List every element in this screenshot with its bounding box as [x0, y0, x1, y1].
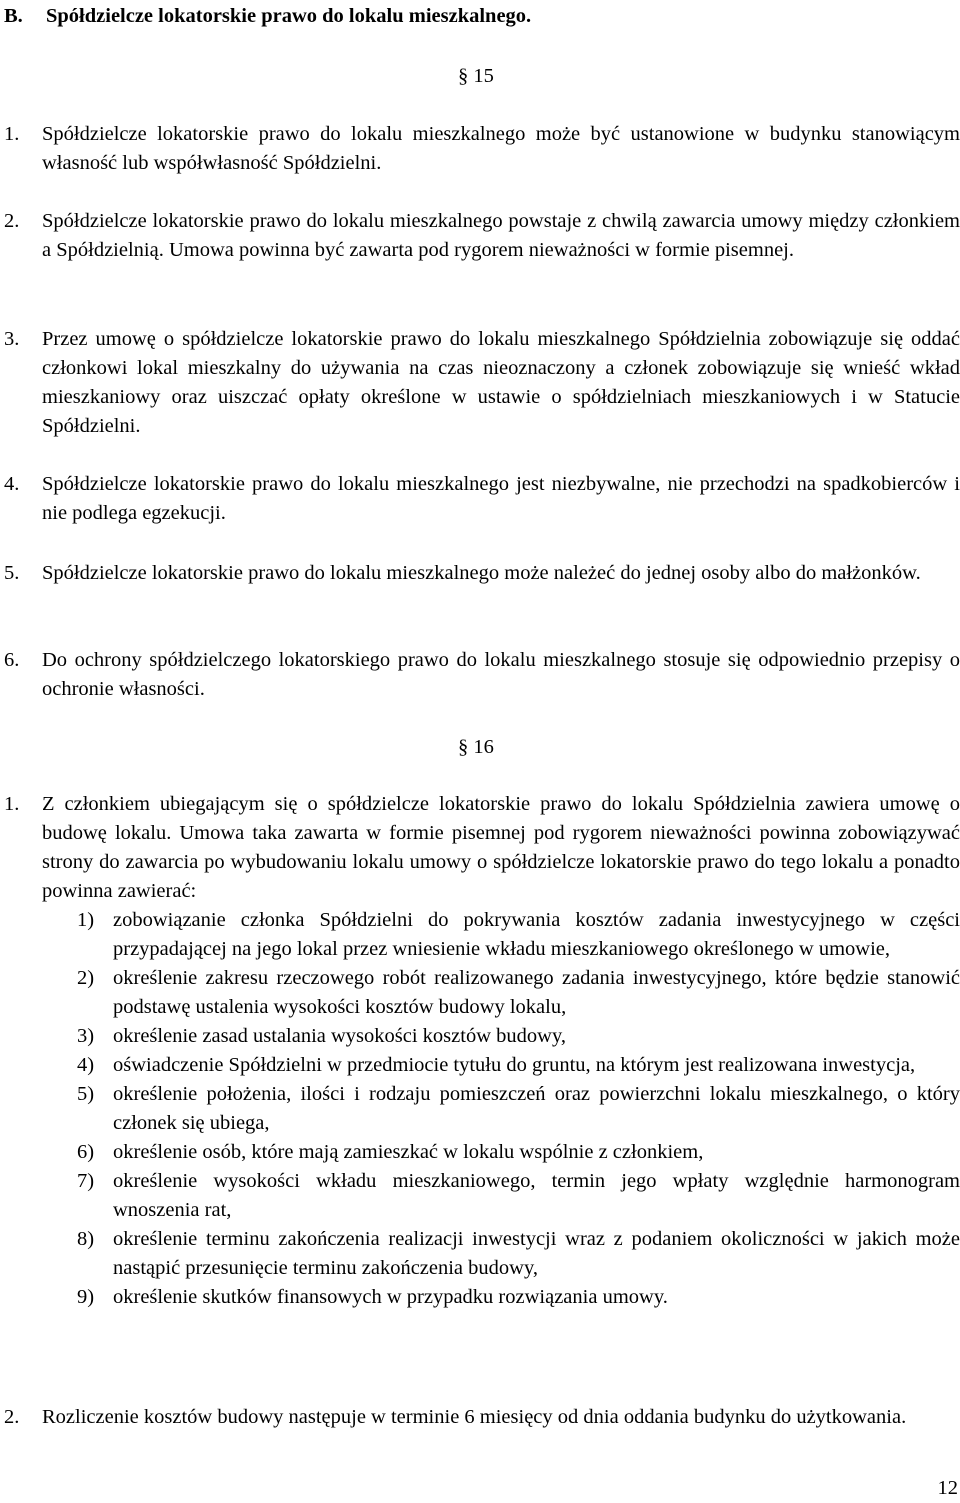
list-item-text: określenie zakresu rzeczowego robót realizowanego zadania inwestycyjnego, które będzie stanowić podstawę ustalenia wysokości kosztów budowy lokalu,: [113, 967, 960, 1018]
list-item: [77, 1225, 960, 1283]
section-mark-16: § 16: [458, 736, 494, 758]
list-item: [77, 1167, 960, 1225]
paragraph-text: Rozliczenie kosztów budowy następuje w terminie 6 miesięcy od dnia oddania budynku do użytkowania.: [42, 1406, 907, 1428]
paragraph-text: Spółdzielcze lokatorskie prawo do lokalu mieszkalnego może być ustanowione w budynku stanowiącym własność lub współwłasność Spółdzielni.: [42, 123, 960, 174]
paragraph-text: Spółdzielcze lokatorskie prawo do lokalu mieszkalnego powstaje z chwilą zawarcia umowy między członkiem a Spółdzielnią. Umowa powinna być zawarta pod rygorem nieważności w formie pisemnej.: [42, 210, 960, 261]
list-item-text: określenie wysokości wkładu mieszkaniowego, termin jego wpłaty względnie harmonogram wnoszenia rat,: [113, 1170, 960, 1221]
list-item-text: określenie osób, które mają zamieszkać w lokalu wspólnie z członkiem,: [113, 1141, 704, 1163]
section15-paragraph-2: [4, 207, 960, 265]
chapter-heading: [4, 2, 531, 31]
section15-paragraph-3: [4, 325, 960, 441]
list-item-text: określenie zasad ustalania wysokości kosztów budowy,: [113, 1025, 566, 1047]
list-item-text: zobowiązanie członka Spółdzielni do pokrywania kosztów zadania inwestycyjnego w części przypadającej na jego lokal przez wniesienie wkładu mieszkaniowego określonego w umowie,: [113, 909, 960, 960]
list-item: [77, 964, 960, 1022]
list-item-text: określenie terminu zakończenia realizacji inwestycji wraz z podaniem okoliczności w jakich może nastąpić przesunięcie terminu zakończenia budowy,: [113, 1228, 960, 1279]
list-item-number: 9): [77, 1286, 95, 1308]
section16-paragraph-1: [4, 790, 960, 906]
paragraph-text: Spółdzielcze lokatorskie prawo do lokalu mieszkalnego jest niezbywalne, nie przechodzi na spadkobierców i nie podlega egzekucji.: [42, 473, 960, 524]
list-item-number: 3): [77, 1025, 95, 1047]
section-mark-15: § 15: [458, 65, 494, 87]
list-item-number: 1): [77, 909, 95, 931]
paragraph-number: 5.: [4, 562, 20, 584]
paragraph-number: 3.: [4, 328, 20, 350]
list-item-number: 6): [77, 1141, 95, 1163]
list-item-number: 8): [77, 1228, 95, 1250]
list-item-number: 7): [77, 1170, 95, 1192]
section15-paragraph-4: [4, 470, 960, 528]
paragraph-number: 1.: [4, 123, 20, 145]
paragraph-text: Spółdzielcze lokatorskie prawo do lokalu mieszkalnego może należeć do jednej osoby albo do małżonków.: [42, 562, 921, 584]
list-item: [77, 1080, 960, 1138]
contract-requirements-list: [77, 906, 960, 1312]
section15-paragraph-6: [4, 646, 960, 704]
paragraph-text: Do ochrony spółdzielczego lokatorskiego prawo do lokalu mieszkalnego stosuje się odpowiednio przepisy o ochronie własności.: [42, 649, 960, 700]
list-item-text: określenie położenia, ilości i rodzaju pomieszczeń oraz powierzchni lokalu mieszkalnego, o który członek się ubiega,: [113, 1083, 960, 1134]
list-item-number: 5): [77, 1083, 95, 1105]
paragraph-text: Z członkiem ubiegającym się o spółdzielcze lokatorskie prawo do lokalu Spółdzielnia zawiera umowę o budowę lokalu. Umowa taka zawarta w formie pisemnej pod rygorem nieważności powinna zobowiązywać strony do zawarcia po wybudowaniu lokalu umowy o spółdzielcze lokatorskie prawo do tego lokalu a ponadto powinna zawierać:: [42, 793, 960, 902]
list-item-text: określenie skutków finansowych w przypadku rozwiązania umowy.: [113, 1286, 668, 1308]
chapter-letter: B.: [4, 5, 23, 27]
section15-paragraph-5: [4, 559, 960, 588]
list-item-text: oświadczenie Spółdzielni w przedmiocie tytułu do gruntu, na którym jest realizowana inwestycja,: [113, 1054, 916, 1076]
list-item: [77, 1051, 960, 1080]
section16-paragraph-2: [4, 1403, 960, 1432]
list-item-number: 4): [77, 1054, 95, 1076]
page-number: 12: [937, 1477, 958, 1499]
section15-paragraph-1: [4, 120, 960, 178]
paragraph-number: 6.: [4, 649, 20, 671]
paragraph-number: 1.: [4, 793, 20, 815]
list-item-number: 2): [77, 967, 95, 989]
list-item: [77, 906, 960, 964]
paragraph-text: Przez umowę o spółdzielcze lokatorskie prawo do lokalu mieszkalnego Spółdzielnia zobowiązuje się oddać członkowi lokal mieszkalny do używania na czas nieoznaczony a członek zobowiązuje się wnieść wkład mieszkaniowy oraz uiszczać opłaty określone w ustawie o spółdzielniach mieszkaniowych i w Statucie Spółdzielni.: [42, 328, 960, 437]
chapter-title: Spółdzielcze lokatorskie prawo do lokalu mieszkalnego.: [46, 5, 532, 27]
list-item: [77, 1022, 960, 1051]
paragraph-number: 2.: [4, 1406, 20, 1428]
list-item: [77, 1283, 960, 1312]
list-item: [77, 1138, 960, 1167]
paragraph-number: 4.: [4, 473, 20, 495]
paragraph-number: 2.: [4, 210, 20, 232]
